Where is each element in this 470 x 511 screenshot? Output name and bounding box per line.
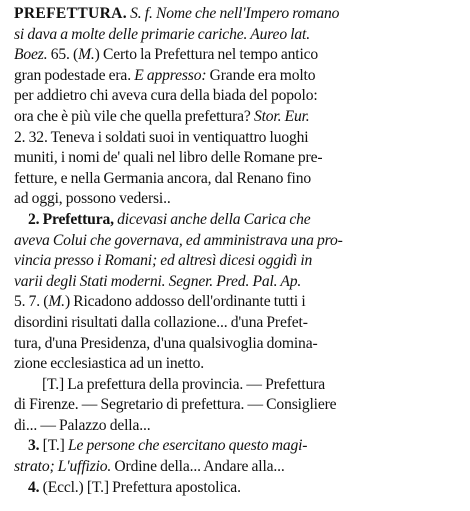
text-run: 3.: [28, 437, 40, 455]
text-run: 2. 32. Teneva i soldati suoi in ventiquattro luoghi: [14, 128, 309, 146]
text-line: [14, 128, 460, 149]
text-line: [14, 292, 460, 313]
text-line: [14, 313, 460, 334]
text-run: M.: [78, 46, 95, 64]
text-line: [14, 478, 460, 499]
text-run: S. f. Nome che nell'Impero romano: [126, 5, 340, 22]
text-run: M.: [48, 293, 65, 311]
text-run: si dava a molte delle primarie cariche. Aureo lat.: [14, 25, 310, 43]
text-run: di... — Palazzo della...: [14, 416, 151, 434]
text-line: [14, 375, 460, 396]
text-line: [14, 457, 460, 478]
text-line: [14, 231, 460, 252]
text-line: [14, 436, 460, 457]
text-run: di Firenze. — Segretario di prefettura. — Consigliere: [14, 396, 337, 414]
text-run: gran podestade era.: [14, 66, 135, 84]
entry-headword: PREFETTURA.: [14, 5, 127, 22]
text-line: [14, 107, 460, 128]
text-run: aveva Colui che governava, ed amministrava una pro-: [14, 231, 343, 249]
text-line: [14, 189, 460, 210]
text-run: ora che è più vile che quella prefettura?: [14, 107, 254, 125]
text-run: (Eccl.) [T.] Prefettura apostolica.: [39, 478, 241, 496]
text-run: varii degli Stati moderni. Segner. Pred. Pal. Ap.: [14, 272, 302, 290]
text-line: [14, 251, 460, 272]
text-run: vincia presso i Romani; ed altresì dicesi oggidì in: [14, 252, 313, 270]
text-run: Boez.: [14, 46, 48, 64]
text-run: [T.] La prefettura della provincia. — Prefettura: [42, 375, 326, 393]
text-run: Le persone che esercitano questo magi-: [67, 437, 308, 455]
text-run: 5. 7. (: [14, 293, 49, 311]
text-line: [14, 272, 460, 293]
text-run: ) Ricadono addosso dell'ordinante tutti i: [64, 293, 306, 311]
text-run: muniti, i nomi de' quali nel libro delle Romane pre-: [14, 149, 323, 167]
text-line: [14, 45, 460, 66]
text-run: E appresso:: [134, 66, 207, 84]
text-run: ad oggi, possono vedersi..: [14, 190, 171, 208]
text-line: [14, 334, 460, 355]
text-line: [14, 148, 460, 169]
text-run: ) Certo la Prefettura nel tempo antico: [94, 46, 319, 64]
text-run: Stor. Eur.: [253, 107, 310, 125]
text-run: fetture, e nella Germania ancora, dal Renano fino: [14, 169, 311, 187]
text-run: zione ecclesiastica ad un inetto.: [14, 355, 205, 373]
text-run: disordini risultati dalla collazione... d'una Prefet-: [14, 313, 308, 331]
text-line: [14, 210, 460, 231]
text-run: per addietro chi aveva cura della biada del popolo:: [14, 87, 318, 105]
text-line: [14, 4, 460, 25]
text-run: tura, d'una Presidenza, d'una qualsivoglia domina-: [14, 334, 318, 352]
text-run: 2. Prefettura,: [28, 210, 114, 228]
text-run: 4.: [28, 478, 40, 496]
text-run: Grande era molto: [206, 66, 316, 84]
text-run: 65. (: [47, 46, 79, 64]
text-run: strato; L'uffizio.: [14, 458, 112, 476]
text-line: [14, 395, 460, 416]
text-line: [14, 25, 460, 46]
text-line: [14, 66, 460, 87]
text-line: [14, 86, 460, 107]
text-line: [14, 416, 460, 437]
text-line: [14, 169, 460, 190]
text-run: dicevasi anche della Carica che: [113, 210, 311, 228]
text-run: [T.]: [39, 437, 68, 455]
text-line: [14, 354, 460, 375]
text-run: Ordine della... Andare alla...: [111, 458, 285, 476]
